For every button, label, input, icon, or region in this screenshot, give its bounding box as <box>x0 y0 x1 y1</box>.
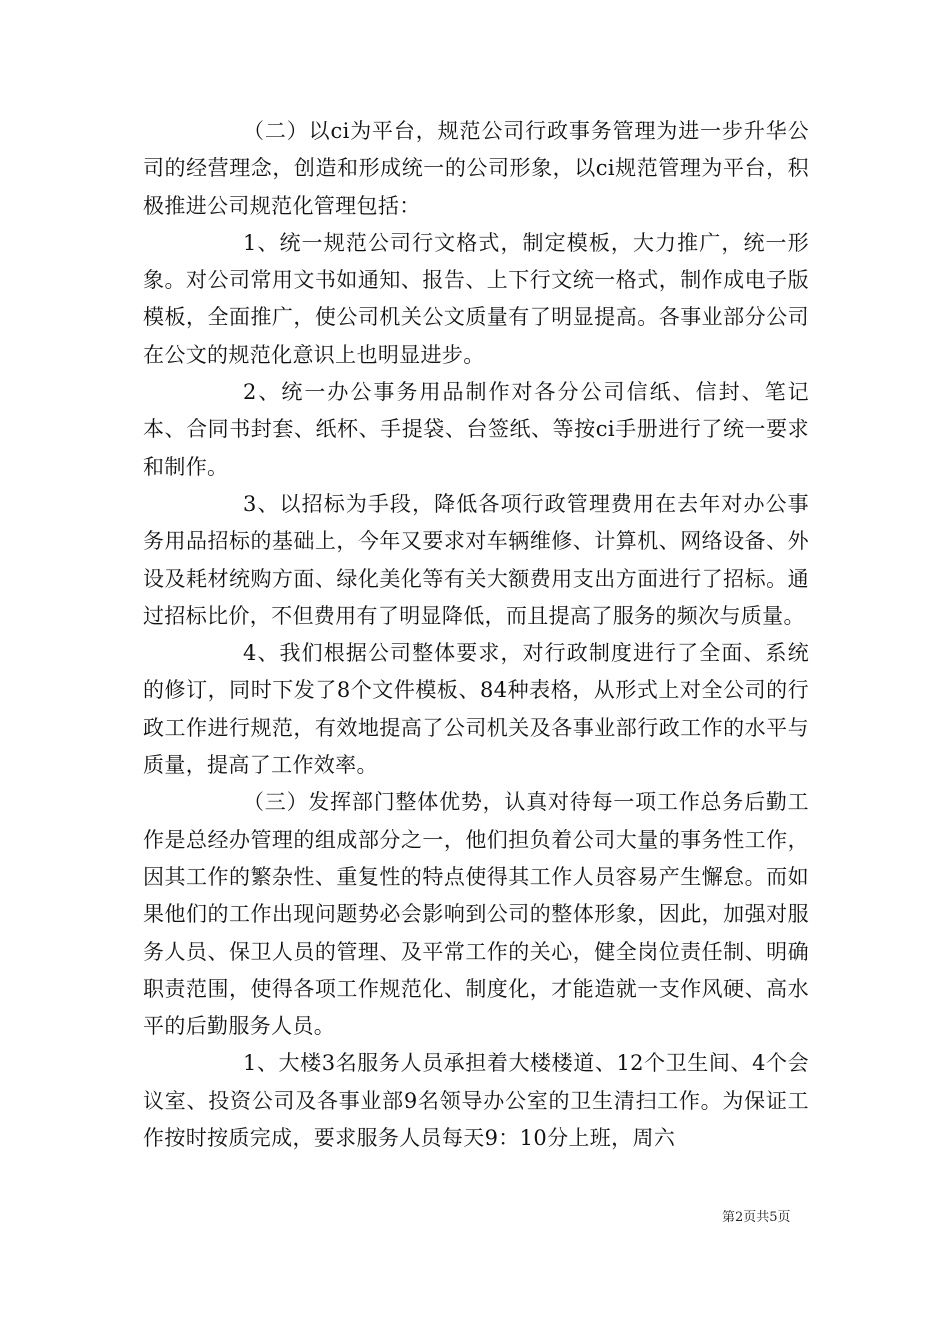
page-number-footer: 第2页共5页 <box>722 1210 791 1225</box>
paragraph-item-4-regulations: 4、我们根据公司整体要求，对行政制度进行了全面、系统的修订，同时下发了8个文件模板、84种表格，从形式上对全公司的行政工作进行规范，有效地提高了公司机关及各事业部行政工作的水平与质量，提高了工作效率。 <box>143 641 809 778</box>
document-body <box>143 113 809 1157</box>
paragraph-section-3-intro: （三）发挥部门整体优势，认真对待每一项工作总务后勤工作是总经办管理的组成部分之一，他们担负着公司大量的事务性工作，因其工作的繁杂性、重复性的特点使得其工作人员容易产生懈怠。而如果他们的工作出现问题势必会影响到公司的整体形象，因此，加强对服务人员、保卫人员的管理、及平常工作的关心，健全岗位责任制、明确职责范围，使得各项工作规范化、制度化，才能造就一支作风硬、高水平的后勤服务人员。 <box>143 790 809 1039</box>
paragraph-item-3-bidding: 3、以招标为手段，降低各项行政管理费用在去年对办公事务用品招标的基础上，今年又要求对车辆维修、计算机、网络设备、外设及耗材统购方面、绿化美化等有关大额费用支出方面进行了招标。通过招标比价，不但费用有了明显降低，而且提高了服务的频次与质量。 <box>143 491 809 628</box>
paragraph-item-2-supplies: 2、统一办公事务用品制作对各分公司信纸、信封、笔记本、合同书封套、纸杯、手提袋、台签纸、等按ci手册进行了统一要求和制作。 <box>143 380 809 479</box>
paragraph-section-2-intro: （二）以ci为平台，规范公司行政事务管理为进一步升华公司的经营理念，创造和形成统一的公司形象，以ci规范管理为平台，积极推进公司规范化管理包括： <box>143 119 809 218</box>
paragraph-item-1-format: 1、统一规范公司行文格式，制定模板，大力推广，统一形象。对公司常用文书如通知、报告、上下行文统一格式，制作成电子版模板，全面推广，使公司机关公文质量有了明显提高。各事业部分公司在公文的规范化意识上也明显进步。 <box>143 230 809 367</box>
paragraph-item-1-cleaning: 1、大楼3名服务人员承担着大楼楼道、12个卫生间、4个会议室、投资公司及各事业部9名领导办公室的卫生清扫工作。为保证工作按时按质完成，要求服务人员每天9：10分上班，周六 <box>143 1051 809 1151</box>
